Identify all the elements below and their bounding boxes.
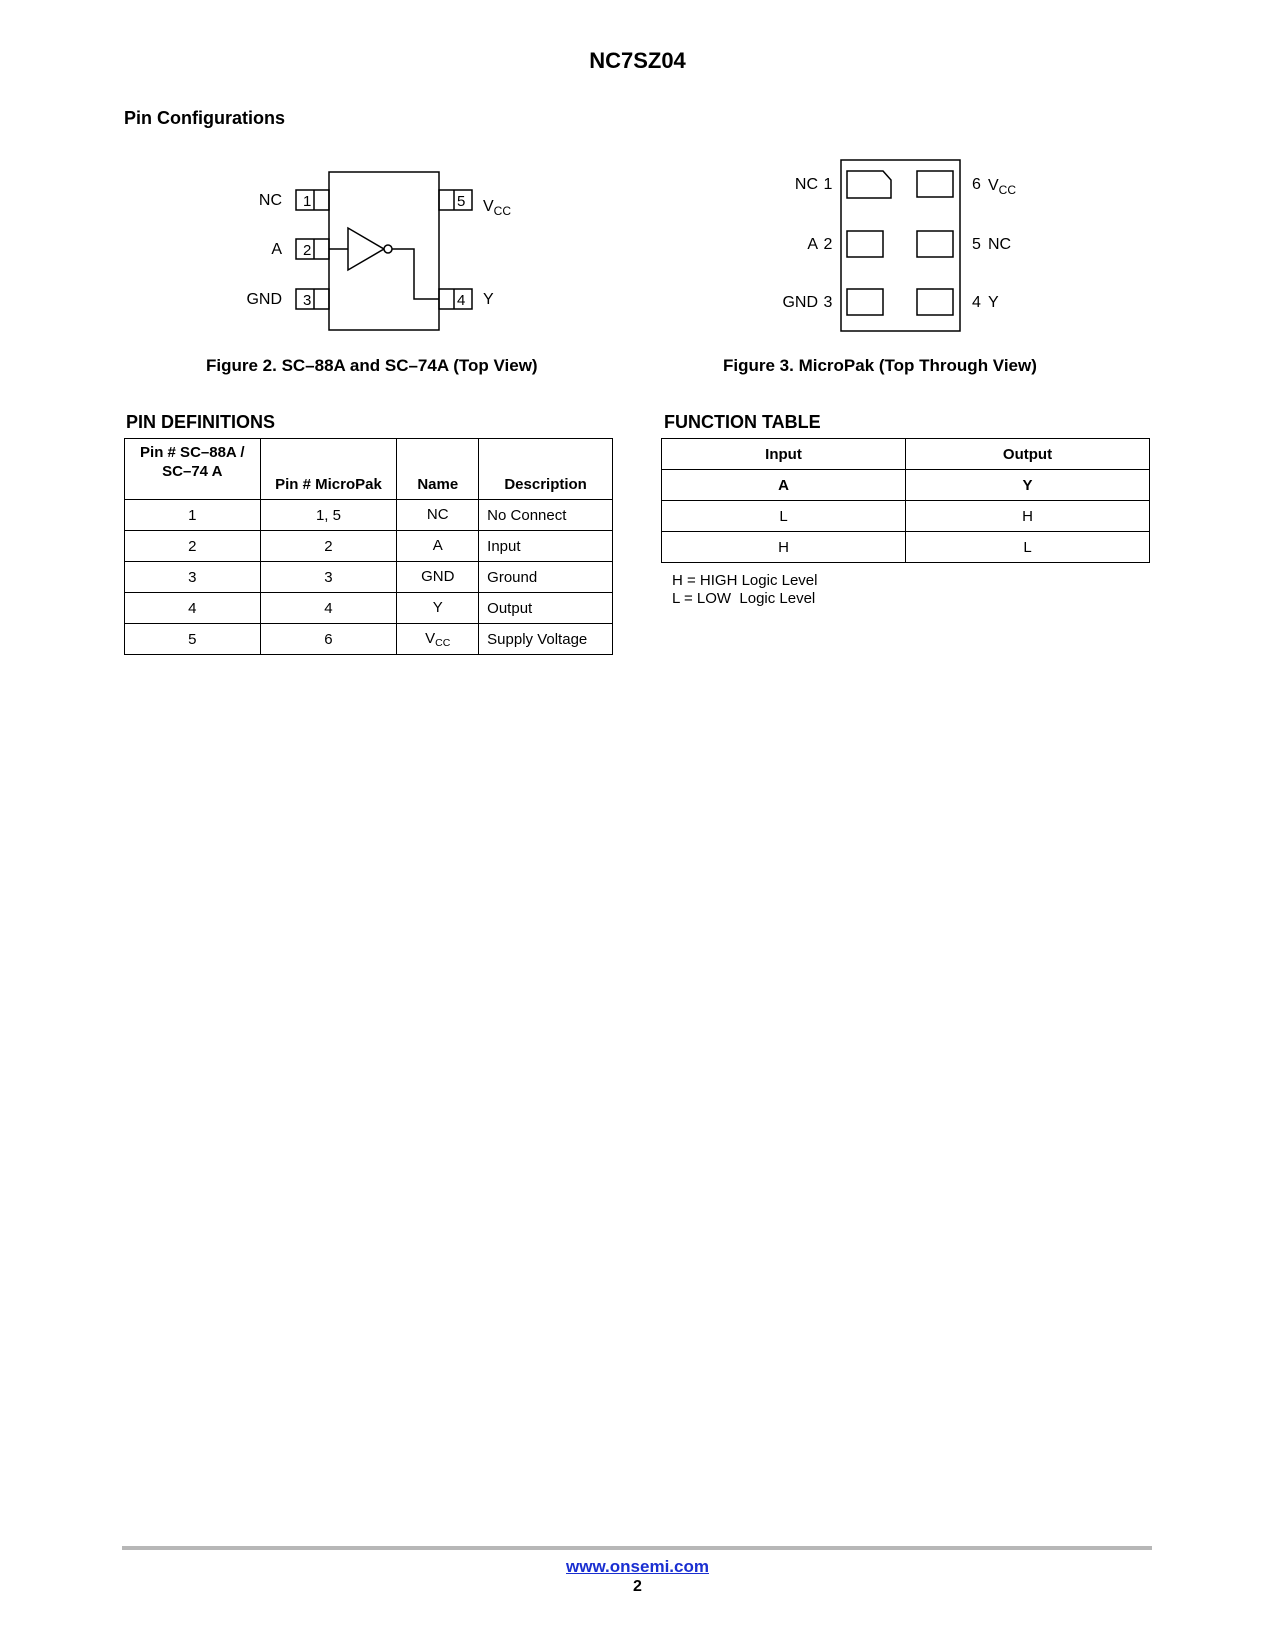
pin-label: GND <box>246 291 282 308</box>
table-row <box>662 501 1150 532</box>
footer-link-container <box>0 1557 1275 1577</box>
pin-label: NC <box>988 236 1012 253</box>
table-cell: H <box>662 532 906 563</box>
table-cell: Ground <box>479 562 613 593</box>
page-number: 2 <box>633 1578 642 1595</box>
column-header: Pin # MicroPak <box>260 439 397 500</box>
pin-number: 2 <box>303 242 312 259</box>
table-row <box>125 500 613 531</box>
function-table <box>661 438 1150 563</box>
pin-4-pad <box>917 289 953 315</box>
inverter-bubble <box>384 245 392 253</box>
column-subheader: Y <box>906 470 1150 501</box>
legend-line: L = LOW Logic Level <box>672 590 816 607</box>
pin-3-pad <box>296 289 329 309</box>
legend-line: H = HIGH Logic Level <box>672 572 818 589</box>
pin-4-pad <box>439 289 472 309</box>
table-cell: No Connect <box>479 500 613 531</box>
pin-label: $V_{CC}$ <box>988 177 1017 197</box>
table-cell: 4 <box>125 593 261 624</box>
table-cell: H <box>906 501 1150 532</box>
table-cell: 1, 5 <box>260 500 397 531</box>
function-table-legend <box>672 572 817 608</box>
pin-number: 3 <box>303 292 312 309</box>
micropak-package-diagram <box>750 150 1050 340</box>
pin-label: GND <box>782 294 818 311</box>
pin-number: 5 <box>457 193 466 210</box>
table-subheader-row <box>662 470 1150 501</box>
table-row <box>125 593 613 624</box>
table-cell: L <box>662 501 906 532</box>
column-header: Output <box>906 439 1150 470</box>
sc88a-package-diagram <box>230 160 540 340</box>
pin-definitions-table <box>124 438 613 655</box>
pin-2-pad <box>296 239 329 259</box>
table-cell: NC <box>397 500 479 531</box>
table-cell: 5 <box>125 624 261 655</box>
table-cell: L <box>906 532 1150 563</box>
table-cell: 4 <box>260 593 397 624</box>
pin-3-pad <box>847 289 883 315</box>
table-cell: 2 <box>125 531 261 562</box>
table-cell: 6 <box>260 624 397 655</box>
pin-1-pad <box>847 171 891 198</box>
pin-number: 1 <box>823 176 833 193</box>
website-link[interactable]: www.onsemi.com <box>566 1557 709 1576</box>
pin-number: 4 <box>972 294 981 311</box>
pin-label: A <box>807 236 818 253</box>
pin-number: 5 <box>972 236 981 253</box>
pin-number: 2 <box>823 236 833 253</box>
function-table-title: FUNCTION TABLE <box>664 412 821 432</box>
table-row <box>125 531 613 562</box>
pin-definitions-title: PIN DEFINITIONS <box>126 412 276 432</box>
table-cell: 3 <box>125 562 261 593</box>
table-row <box>125 624 613 655</box>
column-header: Pin # SC–88A / SC–74 A <box>125 439 261 500</box>
pin-number: 1 <box>303 193 312 210</box>
pin-1-pad <box>296 190 329 210</box>
table-row <box>662 532 1150 563</box>
document-title: NC7SZ04 <box>589 48 686 73</box>
column-header: Description <box>479 439 613 500</box>
figure-2-caption: Figure 2. SC–88A and SC–74A (Top View) <box>206 356 538 375</box>
pin-number: 6 <box>972 176 981 193</box>
pin-label: A <box>271 241 282 258</box>
column-header: Name <box>397 439 479 500</box>
pin-label: Y <box>483 291 494 308</box>
pin-number: 3 <box>823 294 833 311</box>
pin-6-pad <box>917 171 953 197</box>
figure-3-caption: Figure 3. MicroPak (Top Through View) <box>723 356 1037 375</box>
table-cell: GND <box>397 562 479 593</box>
pin-2-pad <box>847 231 883 257</box>
pin-number: 4 <box>457 292 466 309</box>
table-cell: 2 <box>260 531 397 562</box>
footer-divider <box>122 1546 1152 1550</box>
package-body <box>841 160 960 331</box>
table-header-row <box>662 439 1150 470</box>
pin-5-pad <box>917 231 953 257</box>
table-cell: $V_{CC}$ <box>397 624 479 655</box>
pin-label: NC <box>794 176 818 193</box>
section-title: Pin Configurations <box>124 108 285 128</box>
table-cell: 1 <box>125 500 261 531</box>
table-cell: Supply Voltage <box>479 624 613 655</box>
table-cell: Output <box>479 593 613 624</box>
pin-label: Y <box>988 294 999 311</box>
table-cell: 3 <box>260 562 397 593</box>
table-header-row <box>125 439 613 500</box>
table-cell: Y <box>397 593 479 624</box>
table-cell: A <box>397 531 479 562</box>
column-header: Input <box>662 439 906 470</box>
pin-label: NC <box>258 192 282 209</box>
inverter-symbol <box>348 228 384 270</box>
table-row <box>125 562 613 593</box>
pin-5-pad <box>439 190 472 210</box>
column-subheader: A <box>662 470 906 501</box>
pin-label: $V_{CC}$ <box>483 198 512 218</box>
table-cell: Input <box>479 531 613 562</box>
